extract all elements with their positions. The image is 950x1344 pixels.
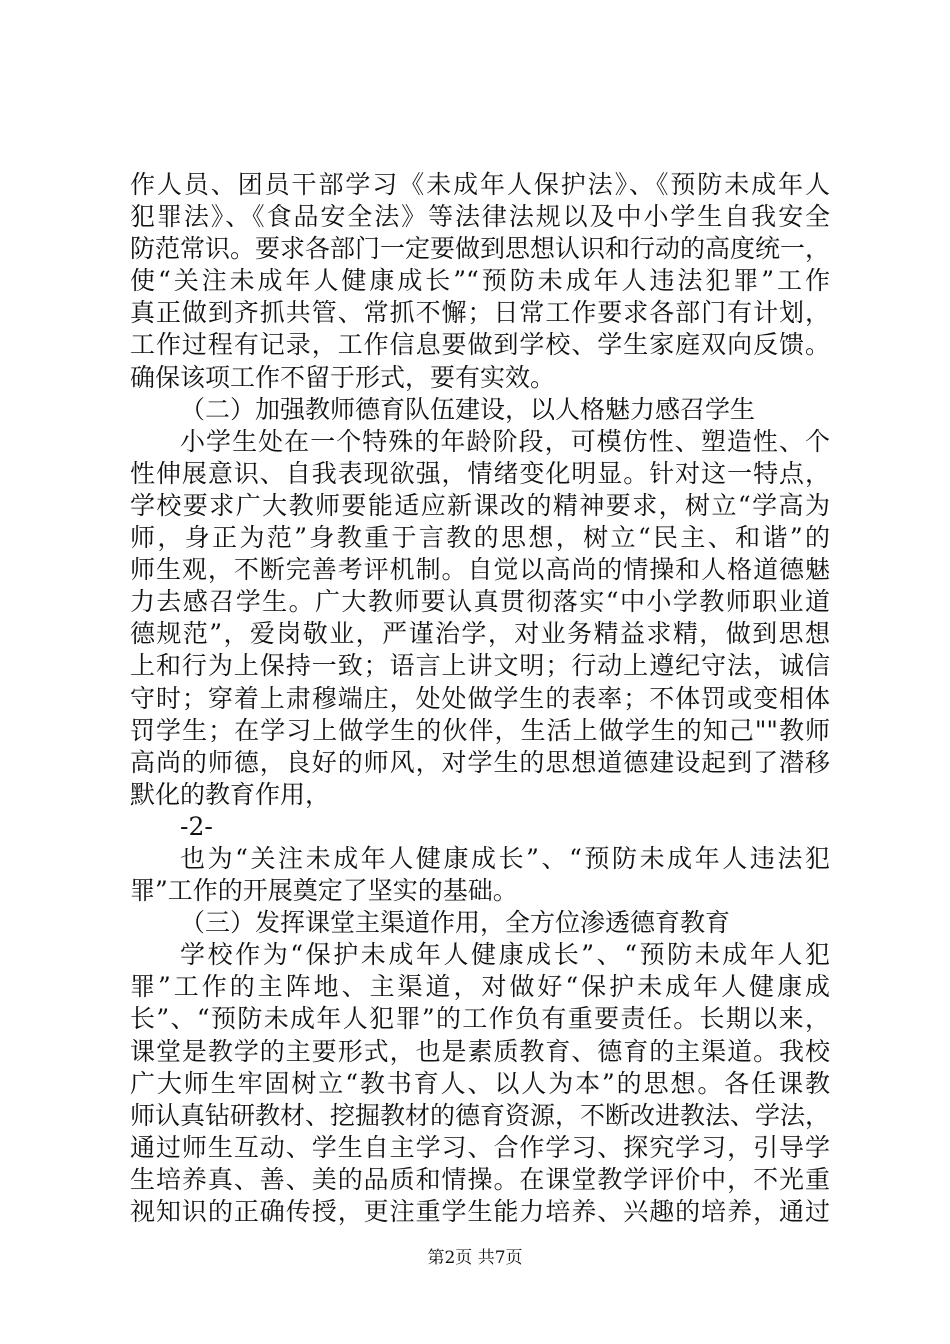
text-line: 作人员、团员干部学习《未成年人保护法》、《预防未成年人 xyxy=(130,170,830,199)
inline-page-marker: -2- xyxy=(180,811,213,841)
text-line: 师生观，不断完善考评机制。自觉以高尚的情操和人格道德魅 xyxy=(130,555,830,585)
text-line: 使“关注未成年人健康成长”“预防未成年人违法犯罪”工作 xyxy=(130,266,830,296)
text-line: 真正做到齐抓共管、常抓不懈；日常工作要求各部门有计划， xyxy=(130,298,830,328)
text-line: 师认真钻研教材、挖掘教材的德育资源，不断改进教法、学法， xyxy=(130,1100,831,1130)
text-line: 课堂是教学的主要形式，也是素质教育、德育的主渠道。我校 xyxy=(130,1036,830,1066)
text-line: 学校要求广大教师要能适应新课改的精神要求，树立“学高为 xyxy=(130,490,830,520)
text-line: 守时；穿着上肃穆端庄，处处做学生的表率；不体罚或变相体 xyxy=(130,683,830,713)
text-line: 性伸展意识、自我表现欲强，情绪变化明显。针对这一特点， xyxy=(130,458,830,488)
section-heading: （三）发挥课堂主渠道作用，全方位渗透德育教育 xyxy=(180,908,731,938)
text-line: 工作过程有记录，工作信息要做到学校、学生家庭双向反馈。 xyxy=(130,330,830,360)
text-line: 罪”工作的主阵地、主渠道，对做好“保护未成年人健康成 xyxy=(130,972,830,1002)
text-line: 犯罪法》、《食品安全法》等法律法规以及中小学生自我安全 xyxy=(130,202,830,232)
text-line: 广大师生牢固树立“教书育人、以人为本”的思想。各任课教 xyxy=(130,1068,830,1098)
text-line: 师，身正为范”身教重于言教的思想，树立“民主、和谐”的 xyxy=(130,523,830,553)
text-line: 确保该项工作不留于形式，要有实效。 xyxy=(130,362,556,392)
text-line: 通过师生互动、学生自主学习、合作学习、探究学习，引导学 xyxy=(130,1132,830,1162)
text-line: 防范常识。要求各部门一定要做到思想认识和行动的高度统一， xyxy=(130,234,831,264)
text-line: 学校作为“保护未成年人健康成长”、“预防未成年人犯 xyxy=(180,940,830,970)
text-line: 高尚的师德，良好的师风，对学生的思想道德建设起到了潜移 xyxy=(130,747,830,777)
text-line: 罚学生；在学习上做学生的伙伴，生活上做学生的知己""教师 xyxy=(130,715,830,745)
section-heading: （二）加强教师德育队伍建设，以人格魅力感召学生 xyxy=(180,394,756,424)
text-line: 小学生处在一个特殊的年龄阶段，可模仿性、塑造性、个 xyxy=(180,426,830,456)
text-line: 视知识的正确传授，更注重学生能力培养、兴趣的培养，通过 xyxy=(130,1197,830,1226)
text-line: 德规范”，爱岗敬业，严谨治学，对业务精益求精，做到思想 xyxy=(130,619,830,649)
text-line: 上和行为上保持一致；语言上讲文明；行动上遵纪守法，诚信 xyxy=(130,651,830,681)
body-text xyxy=(130,169,830,1228)
text-line: 力去感召学生。广大教师要认真贯彻落实“中小学教师职业道 xyxy=(130,587,830,617)
text-line: 生培养真、善、美的品质和情操。在课堂教学评价中，不光重 xyxy=(130,1164,830,1194)
page-footer: 第2页 共7页 xyxy=(427,1248,523,1268)
text-line: 默化的教育作用， xyxy=(130,779,331,809)
text-line: 罪”工作的开展奠定了坚实的基础。 xyxy=(130,876,518,906)
text-line: 长”、“预防未成年人犯罪”的工作负有重要责任。长期以来， xyxy=(130,1004,830,1034)
text-line: 也为“关注未成年人健康成长”、“预防未成年人违法犯 xyxy=(180,843,830,873)
